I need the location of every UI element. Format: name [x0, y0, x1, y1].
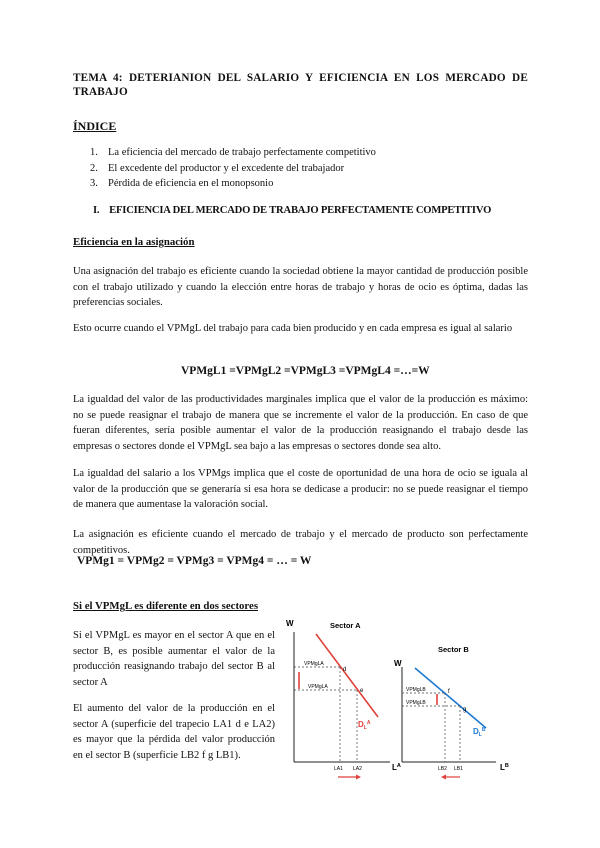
sector-a-diagram	[286, 619, 401, 780]
sector-diagrams	[280, 612, 520, 782]
index-heading: ÍNDICE	[73, 119, 117, 133]
sector-a-arrow-head	[356, 775, 361, 780]
paragraph: El aumento del valor de la producción en el sector A (superficie del trapecio LA1 d e LA2) es mayor que la pérdida del valor producción en el sector B (superficie LB2 f g LB1).	[73, 703, 275, 761]
sector-b-demand-curve	[415, 668, 486, 728]
sector-a-vpm-low-label: VPMgLA	[308, 684, 328, 690]
sector-b-y-label: W	[394, 659, 402, 668]
sector-b-arrow-head	[441, 775, 446, 780]
section-heading: I. EFICIENCIA DEL MERCADO DE TRABAJO PERFECTAMENTE COMPETITIVO	[93, 205, 492, 216]
sector-a-point-d: d	[343, 667, 347, 673]
sector-a-tick-l1: LA1	[334, 766, 343, 772]
sector-a-y-label: W	[286, 619, 294, 628]
paragraph: La igualdad del salario a los VPMgs implica que el coste de oportunidad de una hora de ocio se iguala al valor de la producción que se generaría si esa hora se dedicase a producir: no se puede reasignar el tiempo de manera que aumentase la valoración social.	[73, 468, 528, 510]
sector-b-diagram	[394, 645, 509, 780]
sector-b-curve-label: $D_L^B$	[473, 727, 486, 738]
subheading-sectores: Si el VPMgL es diferente en dos sectores	[73, 600, 259, 612]
sector-a-x-label: $L^A$	[392, 763, 401, 772]
paragraph: Esto ocurre cuando el VPMgL del trabajo para cada bien producido y en cada empresa es igual al salario	[73, 323, 513, 334]
index-item: 2. El excedente del productor y el excedente del trabajador	[90, 162, 345, 174]
sector-a-tick-l2: LA2	[353, 766, 362, 772]
sector-a-demand-curve	[316, 634, 378, 717]
paragraph: La asignación es eficiente cuando el mercado de trabajo y el mercado de producto son perfectamente competitivos.	[73, 529, 528, 556]
sector-a-curve-label: $D_L^A$	[358, 720, 371, 731]
index-item: 3. Pérdida de eficiencia en el monopsonio	[90, 178, 274, 189]
document-title-line1: TEMA 4: DETERIANION DEL SALARIO Y EFICIENCIA EN LOS MERCADO DE	[73, 72, 528, 84]
sector-b-point-g: g	[463, 707, 467, 713]
sector-b-vpm-low-label: VPMgLB	[406, 700, 426, 706]
subheading-asignacion: Eficiencia en la asignación	[73, 236, 195, 248]
sector-b-title: Sector B	[438, 645, 469, 654]
sector-a-vpm-high-label: VPMgLA	[304, 661, 324, 667]
document-title-line2: TRABAJO	[73, 86, 128, 98]
index-list	[90, 145, 376, 192]
sector-b-tick-l1: LB1	[454, 766, 463, 772]
sector-b-point-f: f	[448, 689, 450, 695]
paragraph: La igualdad del valor de las productividades marginales implica que el valor de la producción es máximo: no se puede reasignar el trabajo de manera que se incremente el valor de la producción. En caso de que fueran diferentes, sería posible aumentar el valor de la producción reasignando el trabajo desde las empresas o sectores donde el VPMgL sea bajo a las empresas o sectores donde sea alto.	[73, 394, 528, 452]
sector-a-title: Sector A	[330, 621, 361, 630]
sector-b-vpm-high-label: VPMgLB	[406, 687, 426, 693]
paragraph: Una asignación del trabajo es eficiente cuando la sociedad obtiene la mayor cantidad de producción posible con el trabajo utilizado y cuando la elección entre horas de trabajo y horas de ocio es óptima, dadas las preferencias sociales.	[73, 266, 528, 308]
equation-vpmgl: VPMgL1 =VPMgL2 =VPMgL3 =VPMgL4 =…=W	[181, 365, 430, 377]
equation-vpmg: VPMg1 = VPMg2 = VPMg3 = VPMg4 = … = W	[77, 555, 312, 567]
sector-b-tick-l2: LB2	[438, 766, 447, 772]
paragraph: Si el VPMgL es mayor en el sector A que en el sector B, es posible aumentar el valor de la producción reasignando trabajo del sector B al sector A	[73, 630, 275, 688]
sector-b-x-label: $L^B$	[500, 763, 509, 772]
sector-a-point-e: e	[360, 688, 364, 694]
index-item: 1. La eficiencia del mercado de trabajo perfectamente competitivo	[90, 147, 376, 158]
